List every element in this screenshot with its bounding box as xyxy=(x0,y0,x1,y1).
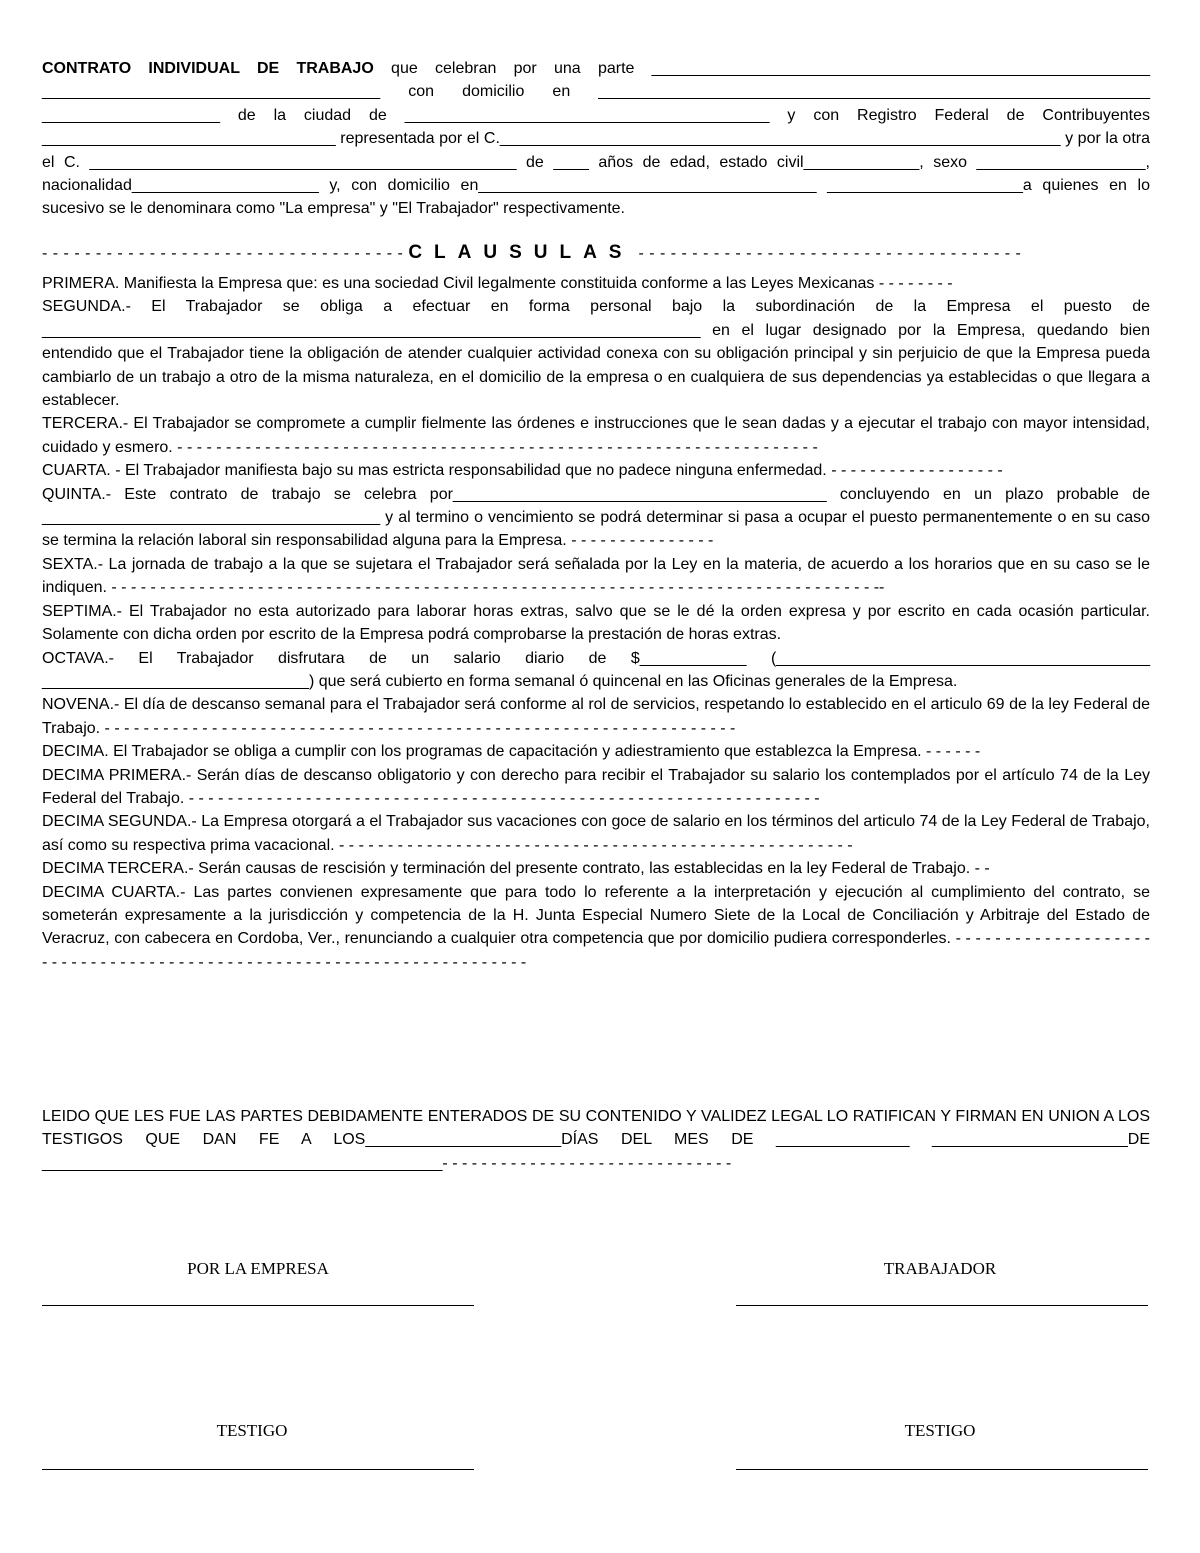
clause-decima-cuarta: DECIMA CUARTA.- Las partes convienen expresamente que para todo lo referente a la interpretación y ejecución al cumplimiento del contrato, se someterán expresamente a la jurisdicción y competencia de la H. Junta Especial Numero Siete de la Local de Conciliación y Arbitraje del Estado de Veracruz, con cabecera en Cordoba, Ver., renunciando a cualquier otra competencia que por domicilio pudiera corresponderles. - - - - - - - - - - - - - - - - - - - - - - - - - - - - - - - - - - - - - - - - - - - - - - - - - - - - - - - - - - - - - - - - - - - - - - xyxy=(42,883,1150,971)
closing-paragraph xyxy=(42,1105,1150,1175)
intro-paragraph xyxy=(42,57,1150,221)
clausulas-title: CLAUSULAS xyxy=(408,242,634,263)
signature-line-testigo-2 xyxy=(736,1469,1148,1470)
closing-text: LEIDO QUE LES FUE LAS PARTES DEBIDAMENTE ENTERADOS DE SU CONTENIDO Y VALIDEZ LEGAL LO RATIFICAN Y FIRMAN EN UNION A LOS TESTIGOS QUE DAN FE A LOS______________________DÍAS DEL MES DE _______________ ______________________DE _____________________________________________- - - - - - - - - - - - - - - - - - - - - - - - - - - - - - xyxy=(42,1108,1150,1172)
clausulas-heading xyxy=(42,241,1150,265)
signature-label-testigo-2: TESTIGO xyxy=(904,1421,976,1440)
clause-quinta: QUINTA.- Este contrato de trabajo se celebra por__________________________________________ concluyendo en un plazo probable de ______________________________________ y al termino o vencimiento se podrá determinar si pasa a ocupar el puesto permanentemente o en su caso se termina la relación laboral sin responsabilidad alguna para la Empresa. - - - - - - - - - - - - - - - xyxy=(42,485,1150,550)
clause-tercera: TERCERA.- El Trabajador se compromete a cumplir fielmente las órdenes e instrucciones que le sean dadas y a ejecutar el trabajo con mayor intensidad, cuidado y esmero. - - - - - - - - - - - - - - - - - - - - - - - - - - - - - - - - - - - - - - - - - - - - - - - - - - - - - - - - - - - - - - - - - - xyxy=(42,415,1150,456)
clause-cuarta: CUARTA. - El Trabajador manifiesta bajo su mas estricta responsabilidad que no padece ninguna enfermedad. - - - - - - - - - - - - - - - - - - xyxy=(42,462,1003,480)
intro-body: que celebran por una parte ________________________________________________________ ______________________________________ con domicilio en ______________________________________________________________ ____________________ de la ciudad de _________________________________________ y con Registro Federal de Contribuyentes _________________________________ representada por el C._______________________________________________________________ y por la otra el C. ________________________________________________ de ____ años de edad, estado civil_____________, sexo ___________________, nacionalidad_____________________ y, con domicilio en______________________________________ ______________________a quienes en lo sucesivo se le denominara como "La empresa" y "El Trabajador" respectivamente. xyxy=(42,60,1150,218)
contract-title: CONTRATO INDIVIDUAL DE TRABAJO xyxy=(42,60,374,77)
signature-line-trabajador xyxy=(736,1305,1148,1306)
clause-decima: DECIMA. El Trabajador se obliga a cumplir con los programas de capacitación y adiestramiento que establezca la Empresa. - - - - - - xyxy=(42,743,981,761)
heading-dashes-right: - - - - - - - - - - - - - - - - - - - - - - - - - - - - - - - - - - - - xyxy=(638,245,1022,262)
clause-septima: SEPTIMA.- El Trabajador no esta autorizado para laborar horas extras, salvo que se le dé la orden expresa y por escrito en cada ocasión particular. Solamente con dicha orden por escrito de la Empresa podrá comprobarse la prestación de horas extras. xyxy=(42,602,1150,644)
signature-label-empresa: POR LA EMPRESA xyxy=(187,1259,329,1278)
intro-text xyxy=(42,57,1150,221)
clause-decima-tercera: DECIMA TERCERA.- Serán causas de rescisión y terminación del presente contrato, las establecidas en la ley Federal de Trabajo. - - xyxy=(42,860,990,878)
clause-decima-primera: DECIMA PRIMERA.- Serán días de descanso obligatorio y con derecho para recibir el Trabajador su salario los contemplados por el artículo 74 de la Ley Federal del Trabajo. - - - - - - - - - - - - - - - - - - - - - - - - - - - - - - - - - - - - - - - - - - - - - - - - - - - - - - - - - - - - - - - - - xyxy=(42,766,1150,807)
heading-dashes-left: - - - - - - - - - - - - - - - - - - - - - - - - - - - - - - - - - - xyxy=(42,245,404,262)
signature-label-trabajador: TRABAJADOR xyxy=(883,1259,997,1278)
clause-novena: NOVENA.- El día de descanso semanal para el Trabajador será conforme al rol de servicios, respetando lo establecido en el articulo 69 de la ley Federal de Trabajo. - - - - - - - - - - - - - - - - - - - - - - - - - - - - - - - - - - - - - - - - - - - - - - - - - - - - - - - - - - - - - - - - - xyxy=(42,696,1150,737)
clause-sexta: SEXTA.- La jornada de trabajo a la que se sujetara el Trabajador será señalada por la Ley en la materia, de acuerdo a los horarios que en su caso se le indiquen. - - - - - - - - - - - - - - - - - - - - - - - - - - - - - - - - - - - - - - - - - - - - - - - - - - - - - - - - - - - - - - - - - - - - - - - - - - - - - - -- xyxy=(42,555,1150,597)
clauses-list xyxy=(42,272,1150,974)
signature-line-testigo-1 xyxy=(42,1469,474,1470)
clause-decima-segunda: DECIMA SEGUNDA.- La Empresa otorgará a el Trabajador sus vacaciones con goce de salario en los términos del articulo 74 de la Ley Federal de Trabajo, así como su respectiva prima vacacional. - - - - - - - - - - - - - - - - - - - - - - - - - - - - - - - - - - - - - - - - - - - - - - - - - - - - - xyxy=(42,813,1150,854)
signature-line-empresa xyxy=(42,1305,474,1306)
clause-primera: PRIMERA. Manifiesta la Empresa que: es una sociedad Civil legalmente constituida conforme a las Leyes Mexicanas - - - - - - - - xyxy=(42,275,953,292)
clause-segunda: SEGUNDA.- El Trabajador se obliga a efectuar en forma personal bajo la subordinación de la Empresa el puesto de __________________________________________________________________________ en el lugar designado por la Empresa, quedando bien entendido que el Trabajador tiene la obligación de atender cualquier actividad conexa con su obligación principal y sin perjuicio de que la Empresa pueda cambiarlo de un trabajo a otro de la misma naturaleza, en el domicilio de la empresa o en cualquiera de sus dependencias ya establecidas o que llegara a establecer. xyxy=(42,298,1150,410)
signature-label-testigo-1: TESTIGO xyxy=(216,1421,288,1440)
clause-octava: OCTAVA.- El Trabajador disfrutara de un salario diario de $____________ (__________________________________________ ______________________________) que será cubierto en forma semanal ó quincenal en las Oficinas generales de la Empresa. xyxy=(42,649,1150,690)
